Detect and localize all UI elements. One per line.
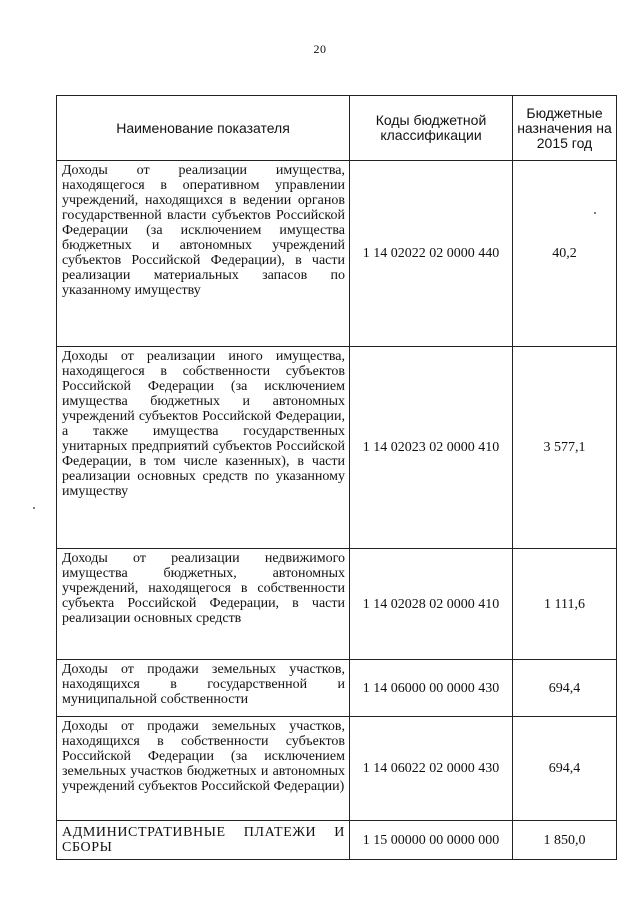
scan-speck bbox=[594, 212, 596, 214]
row-budget-amount: 1 111,6 bbox=[513, 549, 617, 660]
scan-speck bbox=[33, 507, 35, 509]
row-budget-amount: 694,4 bbox=[513, 717, 617, 821]
row-indicator-name: Доходы от продажи земельных участков, находящихся в государственной и муниципальной собственности bbox=[57, 660, 350, 717]
row-indicator-name: Доходы от реализации недвижимого имущества бюджетных, автономных учреждений, находящегося в собственности субъекта Российской Федерации, в части реализации основных средств bbox=[57, 549, 350, 660]
row-budget-code: 1 15 00000 00 0000 000 bbox=[350, 821, 513, 860]
table-row bbox=[57, 161, 617, 347]
row-indicator-name: Доходы от реализации иного имущества, находящегося в собственности субъектов Российской Федерации (за исключением имущества бюджетных и автономных учреждений субъектов Российской Федерации, а также имущества государственных унитарных предприятий субъектов Российской Федерации, в том числе казенных), в части реализации основных средств по указанному имуществу bbox=[57, 347, 350, 549]
table-row bbox=[57, 549, 617, 660]
row-indicator-name: Доходы от реализации имущества, находящегося в оперативном управлении учреждений, находящихся в ведении органов государственной власти субъектов Российской Федерации (за исключением имущества бюджетных и автономных учреждений субъектов Российской Федерации), в части реализации материальных запасов по указанному имуществу bbox=[57, 161, 350, 347]
row-budget-amount: 40,2 bbox=[513, 161, 617, 347]
row-budget-amount: 694,4 bbox=[513, 660, 617, 717]
header-indicator-name: Наименование показателя bbox=[57, 96, 350, 161]
row-indicator-name bbox=[57, 821, 350, 860]
row-budget-amount: 3 577,1 bbox=[513, 347, 617, 549]
row-budget-code: 1 14 02022 02 0000 440 bbox=[350, 161, 513, 347]
header-row bbox=[57, 96, 617, 161]
row-budget-code: 1 14 02023 02 0000 410 bbox=[350, 347, 513, 549]
total-name-line1: АДМИНИСТРАТИВНЫЕ ПЛАТЕЖИ И bbox=[62, 824, 345, 840]
row-budget-code: 1 14 06022 02 0000 430 bbox=[350, 717, 513, 821]
row-budget-code: 1 14 06000 00 0000 430 bbox=[350, 660, 513, 717]
header-budget-code: Коды бюджетной классификации bbox=[350, 96, 513, 161]
table-header bbox=[57, 96, 617, 161]
table-row bbox=[57, 717, 617, 821]
page-number: 20 bbox=[313, 42, 327, 56]
table-body bbox=[57, 161, 617, 860]
table-row-total bbox=[57, 821, 617, 860]
table-row bbox=[57, 347, 617, 549]
header-budget-amount: Бюджетные назначения на 2015 год bbox=[513, 96, 617, 161]
total-name-line2: СБОРЫ bbox=[62, 839, 113, 855]
table-row bbox=[57, 660, 617, 717]
row-budget-code: 1 14 02028 02 0000 410 bbox=[350, 549, 513, 660]
budget-revenue-table bbox=[56, 95, 617, 860]
row-budget-amount: 1 850,0 bbox=[513, 821, 617, 860]
row-indicator-name: Доходы от продажи земельных участков, находящихся в собственности субъектов Российской Федерации (за исключением земельных участков бюджетных и автономных учреждений субъектов Российской Федерации) bbox=[57, 717, 350, 821]
